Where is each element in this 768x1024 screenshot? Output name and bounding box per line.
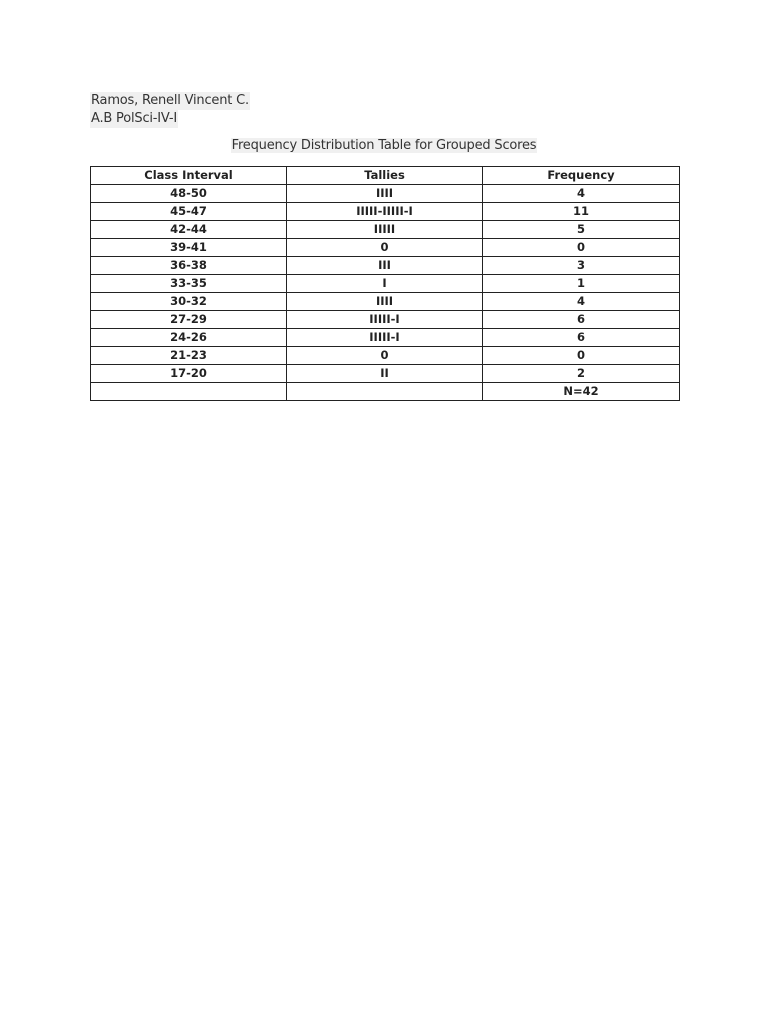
author-name: Ramos, Renell Vincent C.	[91, 93, 249, 108]
tallies-cell: IIII	[287, 293, 483, 311]
header-frequency: Frequency	[483, 167, 680, 185]
frequency-table	[90, 166, 680, 401]
frequency-cell: 3	[483, 257, 680, 275]
class-interval-cell: 36-38	[91, 257, 287, 275]
tallies-cell: IIIII-I	[287, 311, 483, 329]
class-interval-cell: 27-29	[91, 311, 287, 329]
header-tallies: Tallies	[287, 167, 483, 185]
table-row	[91, 329, 680, 347]
class-interval-cell: 42-44	[91, 221, 287, 239]
class-interval-cell: 17-20	[91, 365, 287, 383]
table-header-row	[91, 167, 680, 185]
author-block	[90, 92, 250, 128]
tallies-cell: III	[287, 257, 483, 275]
author-course: A.B PolSci-IV-I	[91, 111, 177, 126]
table-row	[91, 203, 680, 221]
class-interval-cell: 45-47	[91, 203, 287, 221]
class-interval-cell: 21-23	[91, 347, 287, 365]
total-empty-cell	[287, 383, 483, 401]
class-interval-cell: 24-26	[91, 329, 287, 347]
tallies-cell: IIIII	[287, 221, 483, 239]
total-empty-cell	[91, 383, 287, 401]
tallies-cell: 0	[287, 347, 483, 365]
tallies-cell: 0	[287, 239, 483, 257]
table-row	[91, 347, 680, 365]
frequency-cell: 6	[483, 311, 680, 329]
table-row	[91, 221, 680, 239]
class-interval-cell: 48-50	[91, 185, 287, 203]
frequency-cell: 4	[483, 185, 680, 203]
tallies-cell: IIIII-I	[287, 329, 483, 347]
frequency-cell: 4	[483, 293, 680, 311]
table-title: Frequency Distribution Table for Grouped Scores	[231, 138, 537, 153]
total-frequency-cell: N=42	[483, 383, 680, 401]
table-row	[91, 185, 680, 203]
frequency-cell: 0	[483, 239, 680, 257]
tallies-cell: IIIII-IIIII-I	[287, 203, 483, 221]
document-title	[0, 137, 768, 155]
frequency-cell: 1	[483, 275, 680, 293]
table-row	[91, 293, 680, 311]
table-row	[91, 365, 680, 383]
frequency-cell: 5	[483, 221, 680, 239]
tallies-cell: I	[287, 275, 483, 293]
table-total-row	[91, 383, 680, 401]
class-interval-cell: 33-35	[91, 275, 287, 293]
class-interval-cell: 39-41	[91, 239, 287, 257]
frequency-cell: 2	[483, 365, 680, 383]
tallies-cell: II	[287, 365, 483, 383]
table-row	[91, 239, 680, 257]
tallies-cell: IIII	[287, 185, 483, 203]
table-row	[91, 275, 680, 293]
frequency-cell: 0	[483, 347, 680, 365]
class-interval-cell: 30-32	[91, 293, 287, 311]
frequency-cell: 11	[483, 203, 680, 221]
frequency-cell: 6	[483, 329, 680, 347]
table-row	[91, 257, 680, 275]
header-class-interval: Class Interval	[91, 167, 287, 185]
table-row	[91, 311, 680, 329]
